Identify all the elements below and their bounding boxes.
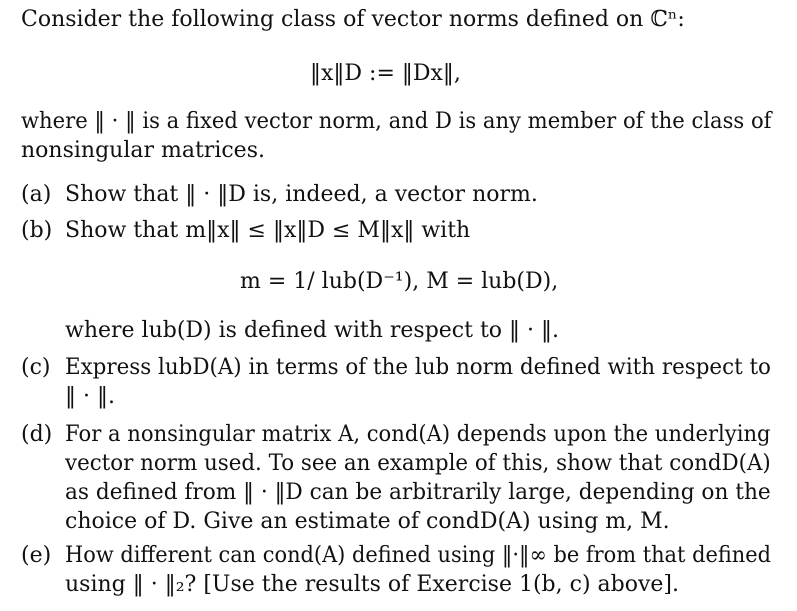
intro-line-1: Consider the following class of vector norms defined on ℂⁿ: [21,7,685,32]
item-c-label: (c) [21,355,51,380]
display-equation-norm-d: ‖x‖D := ‖Dx‖, [310,61,461,86]
item-e-label: (e) [21,543,52,568]
item-b-text: Show that m‖x‖ ≤ ‖x‖D ≤ M‖x‖ with [65,218,471,243]
item-d-label: (d) [21,422,53,447]
item-a-text: Show that ‖ · ‖D is, indeed, a vector norm. [65,182,538,207]
item-c-line-2: ‖ · ‖. [65,384,115,409]
item-d-line-2: vector norm used. To see an example of this, show that condD(A) [65,451,771,476]
item-d-line-3: as defined from ‖ · ‖D can be arbitrarily large, depending on the [65,480,771,505]
item-b-after: where lub(D) is defined with respect to ‖ · ‖. [65,318,560,343]
item-d-line-4: choice of D. Give an estimate of condD(A) using m, M. [65,509,670,534]
item-a-label: (a) [21,182,52,207]
item-c-line-1: Express lubD(A) in terms of the lub norm defined with respect to [65,355,771,380]
item-b-display-equation: m = 1/ lub(D⁻¹), M = lub(D), [240,269,559,294]
item-e-line-2: using ‖ · ‖₂? [Use the results of Exercise 1(b, c) above]. [65,572,679,597]
item-b-label: (b) [21,218,53,243]
intro-line-2: where ‖ · ‖ is a fixed vector norm, and D is any member of the class of [21,109,772,134]
item-d-line-1: For a nonsingular matrix A, cond(A) depends upon the underlying [65,422,771,447]
item-e-line-1: How different can cond(A) defined using ‖·‖∞ be from that defined [65,543,771,568]
intro-line-3: nonsingular matrices. [21,138,265,163]
